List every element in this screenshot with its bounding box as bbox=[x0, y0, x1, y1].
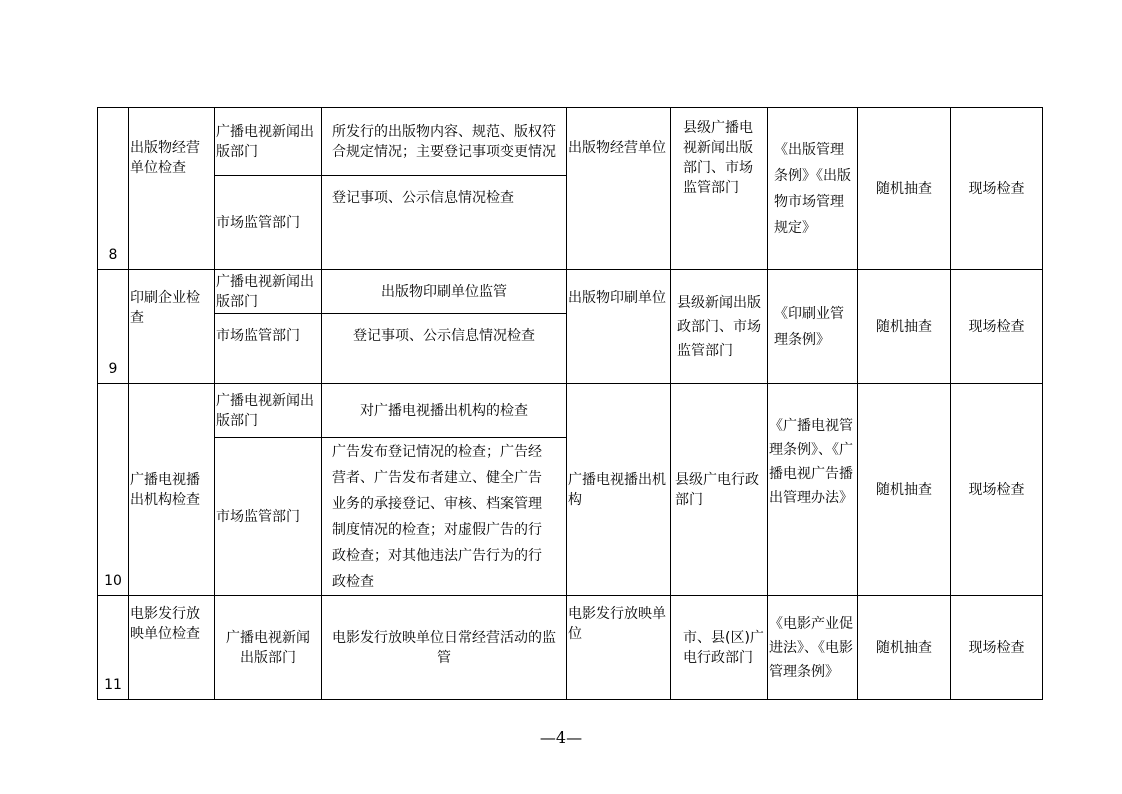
department: 广播电视新闻出版部门 bbox=[215, 596, 322, 700]
inspection-item: 印刷企业检查 bbox=[129, 270, 215, 384]
executor: 县级广播电视新闻出版部门、市场监管部门 bbox=[671, 108, 768, 270]
table-row bbox=[98, 596, 1043, 700]
executor: 县级广电行政部门 bbox=[671, 384, 768, 596]
department: 广播电视新闻出版部门 bbox=[215, 270, 322, 314]
inspection-content: 电影发行放映单位日常经营活动的监管 bbox=[322, 596, 567, 700]
department: 市场监管部门 bbox=[215, 314, 322, 384]
inspection-object: 出版物经营单位 bbox=[567, 108, 671, 270]
inspection-item: 出版物经营单位检查 bbox=[129, 108, 215, 270]
inspection-content: 所发行的出版物内容、规范、版权符合规定情况；主要登记事项变更情况 bbox=[322, 108, 567, 176]
inspection-object: 广播电视播出机构 bbox=[567, 384, 671, 596]
department: 广播电视新闻出版部门 bbox=[215, 384, 322, 438]
legal-basis: 《出版管理条例》《出版物市场管理规定》 bbox=[768, 108, 858, 270]
inspection-way: 现场检查 bbox=[951, 596, 1043, 700]
inspection-item: 电影发行放映单位检查 bbox=[129, 596, 215, 700]
inspection-method: 随机抽查 bbox=[858, 596, 951, 700]
row-number: 10 bbox=[98, 384, 129, 596]
table-row bbox=[98, 108, 1043, 176]
legal-basis: 《电影产业促进法》、《电影管理条例》 bbox=[768, 596, 858, 700]
inspection-object: 出版物印刷单位 bbox=[567, 270, 671, 384]
executor: 县级新闻出版政部门、市场监管部门 bbox=[671, 270, 768, 384]
inspection-content: 广告发布登记情况的检查；广告经营者、广告发布者建立、健全广告业务的承接登记、审核、档案管理制度情况的检查；对虚假广告的行政检查；对其他违法广告行为的行政检查 bbox=[322, 438, 567, 596]
inspection-item: 广播电视播出机构检查 bbox=[129, 384, 215, 596]
inspection-content: 登记事项、公示信息情况检查 bbox=[322, 314, 567, 384]
inspection-table bbox=[97, 107, 1043, 700]
inspection-way: 现场检查 bbox=[951, 270, 1043, 384]
legal-basis: 《印刷业管理条例》 bbox=[768, 270, 858, 384]
table-row bbox=[98, 384, 1043, 438]
row-number: 11 bbox=[98, 596, 129, 700]
inspection-content: 登记事项、公示信息情况检查 bbox=[322, 176, 567, 270]
row-number: 9 bbox=[98, 270, 129, 384]
inspection-way: 现场检查 bbox=[951, 384, 1043, 596]
inspection-way: 现场检查 bbox=[951, 108, 1043, 270]
row-number: 8 bbox=[98, 108, 129, 270]
table-row bbox=[98, 270, 1043, 314]
inspection-method: 随机抽查 bbox=[858, 108, 951, 270]
department: 市场监管部门 bbox=[215, 176, 322, 270]
legal-basis: 《广播电视管理条例》、《广播电视广告播出管理办法》 bbox=[768, 384, 858, 596]
inspection-content: 出版物印刷单位监管 bbox=[322, 270, 567, 314]
inspection-object: 电影发行放映单位 bbox=[567, 596, 671, 700]
inspection-method: 随机抽查 bbox=[858, 270, 951, 384]
inspection-method: 随机抽查 bbox=[858, 384, 951, 596]
executor: 市、县(区)广电行政部门 bbox=[671, 596, 768, 700]
page-number: —4— bbox=[539, 728, 583, 747]
department: 广播电视新闻出版部门 bbox=[215, 108, 322, 176]
inspection-content: 对广播电视播出机构的检查 bbox=[322, 384, 567, 438]
department: 市场监管部门 bbox=[215, 438, 322, 596]
